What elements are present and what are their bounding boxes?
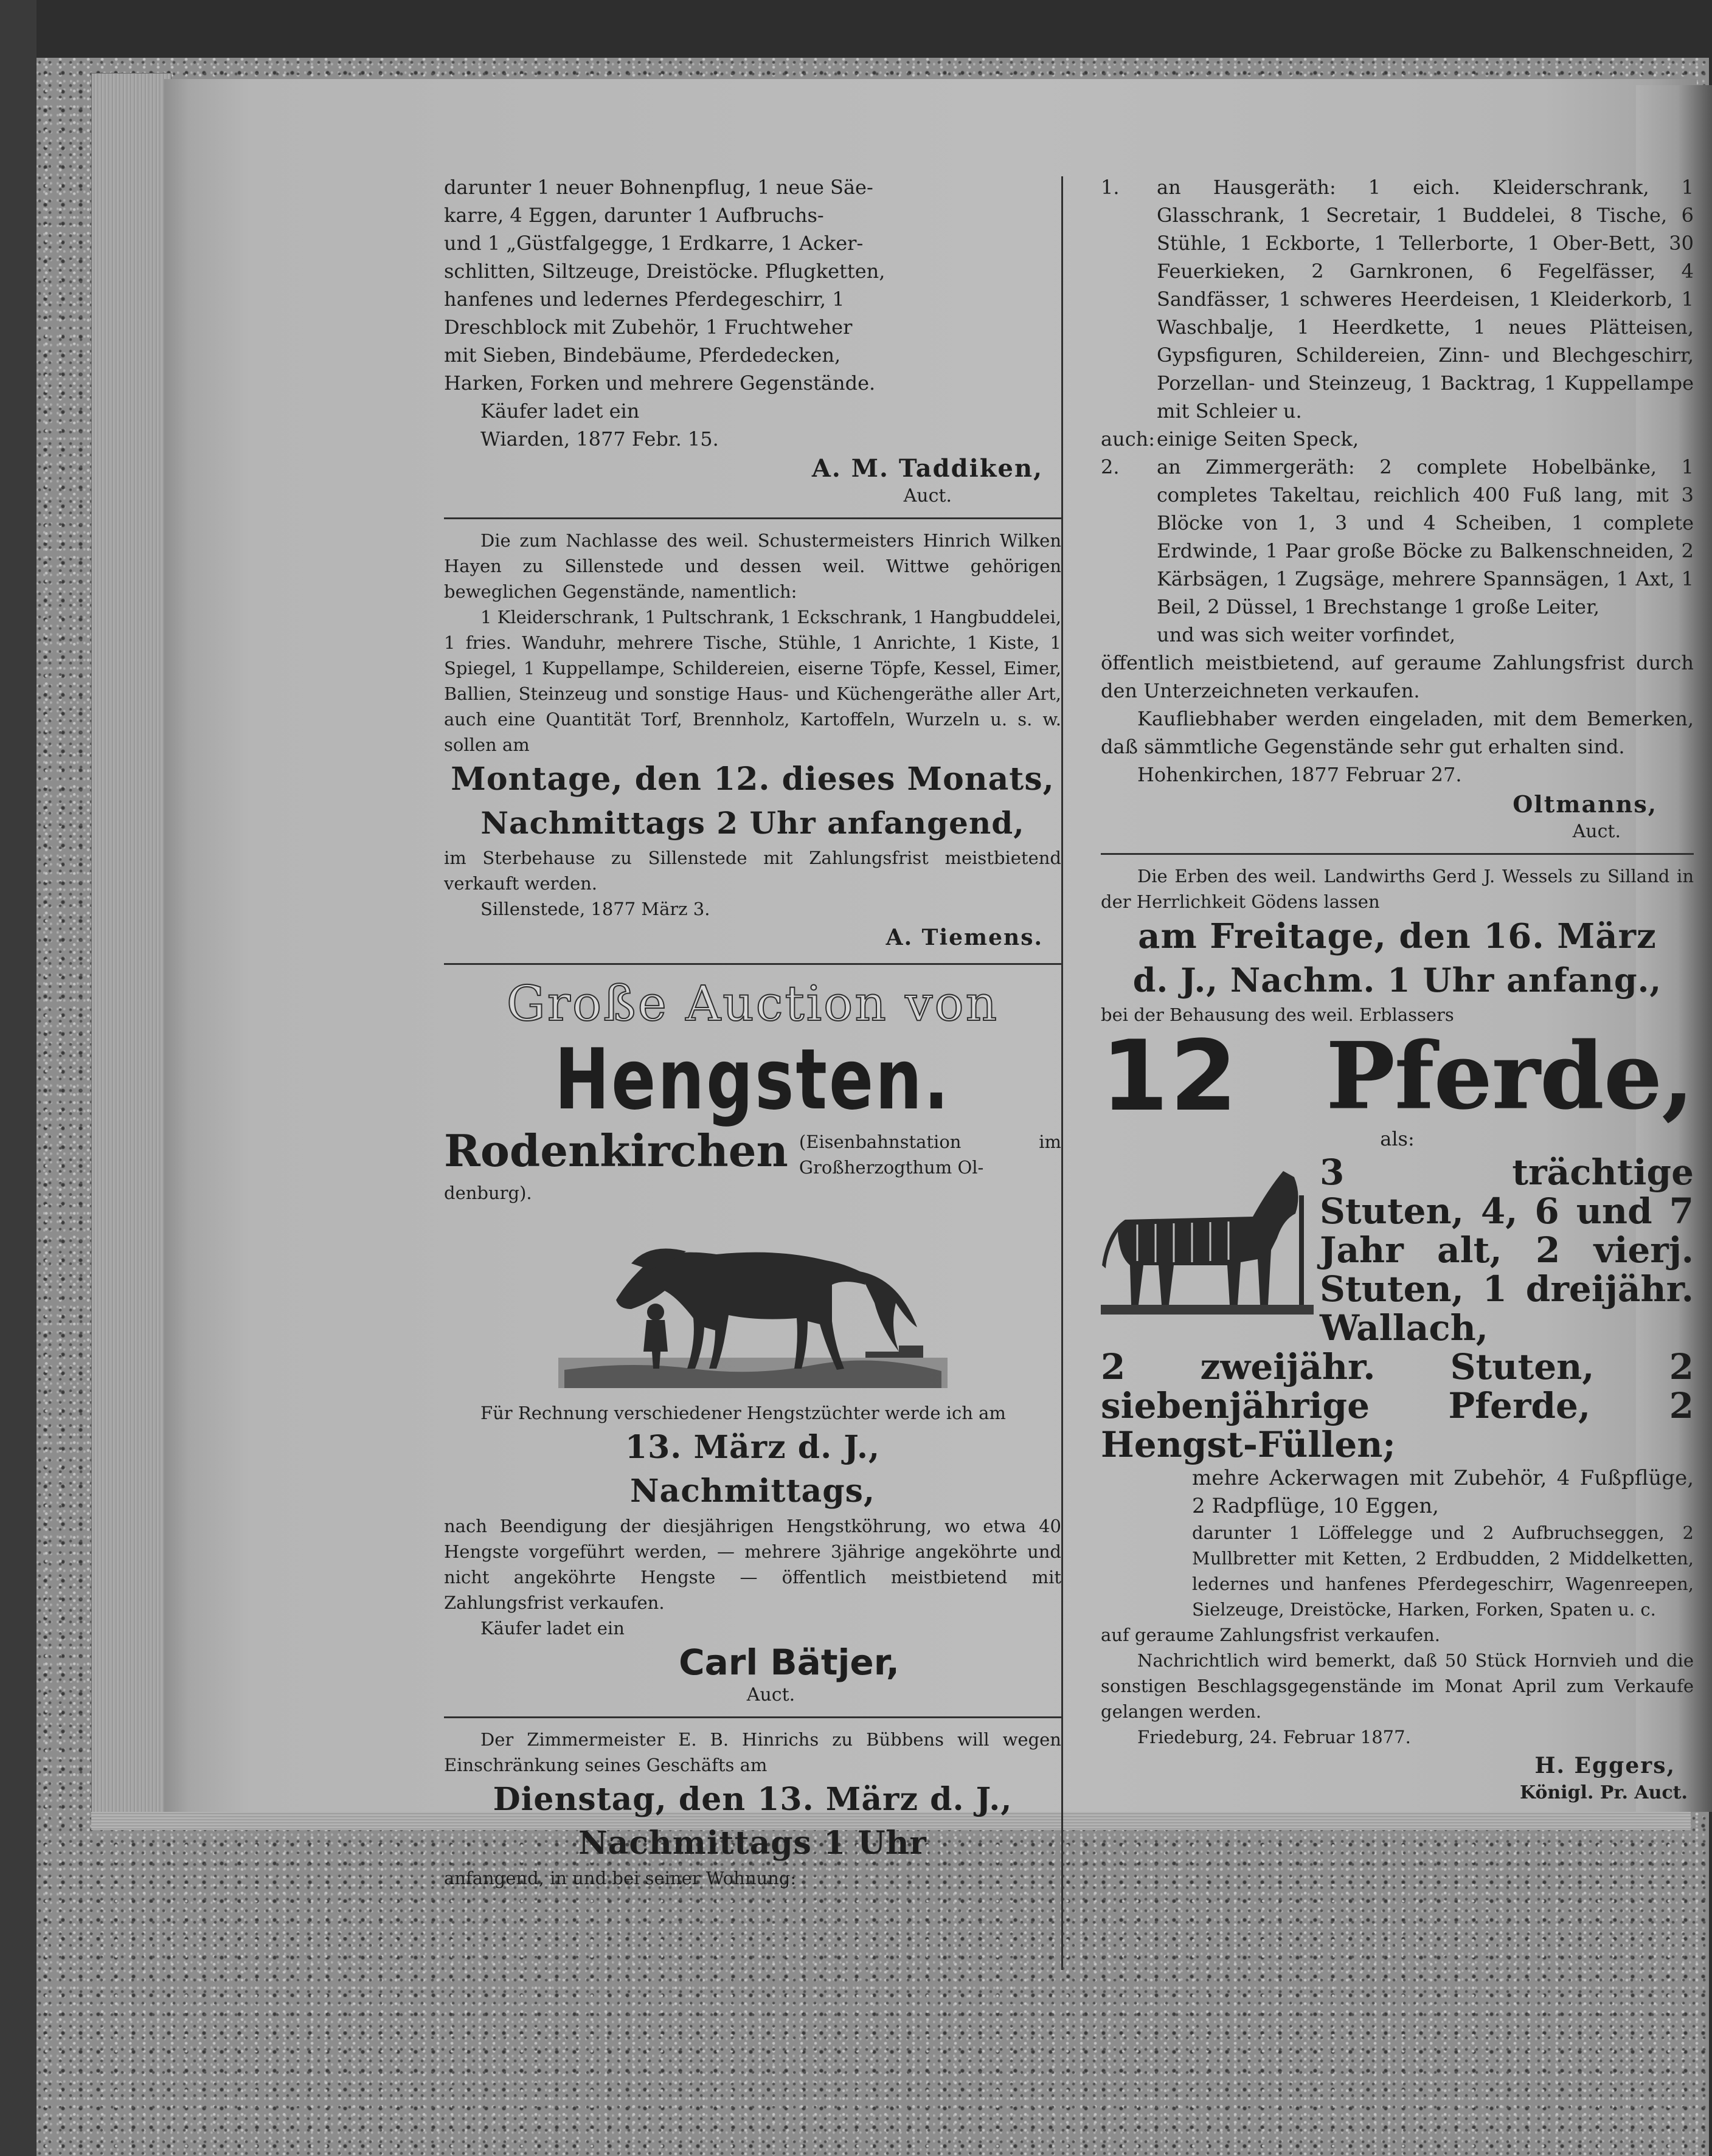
ad4-date1: Dienstag, den 13. März d. J., [493, 1781, 1013, 1818]
ad3-place-note: (Eisenbahnstation im Großherzogthum Ol- [799, 1132, 1061, 1178]
ad1-invite: Käufer ladet ein [480, 399, 640, 423]
ad3-role: Auct. [746, 1684, 795, 1705]
ad1-place-date: Wiarden, 1877 Febr. 15. [480, 427, 719, 451]
right-column [1101, 173, 1694, 1805]
ad6-place: bei der Behausung des weil. Erblassers [1101, 1004, 1454, 1025]
ad3-title-top: Große Auction von [506, 975, 999, 1032]
ad2-items: 1 Kleiderschrank, 1 Pultschrank, 1 Eckschrank, 1 Hangbuddelei, 1 fries. Wanduhr, mehrere Tische, Stühle, 1 Anrichte, 1 Kiste, 1 Spiegel, 1 Kuppellampe, Schildereien, eiserne Töpfe, Kessel, Eimer, Ballien, Steinzeug und sonstige Haus- und Küchengeräthe aller Art, auch eine Quantität Torf, Brennholz, Kartoffeln, Wurzeln u. s. w. sollen am [444, 607, 1061, 755]
ad2-signature: A. Tiemens. [885, 925, 1043, 950]
column-divider [1061, 176, 1063, 1970]
ad1-line: hanfenes und ledernes Pferdegeschirr, 1 [444, 288, 845, 311]
ad-separator [444, 1716, 1061, 1718]
ad4-date2: Nachmittags 1 Uhr [578, 1825, 927, 1862]
ad6-body: Die Erben des weil. Landwirths Gerd J. Wessels zu Silland in der Herrlichkeit Gödens lassen [1101, 866, 1694, 912]
ad6-list-sm: darunter 1 Löffelegge und 2 Aufbruchseggen, 2 Mullbretter mit Ketten, 2 Erdbudden, 2 Middelketten, ledernes und hanfenes Pferdegeschirr, Wagenreepen, Sielzeuge, Dreistöcke, Harken, Forken, Spaten u. c. [1192, 1522, 1694, 1620]
ad1-line: mit Sieben, Bindebäume, Pferdedecken, [444, 344, 841, 367]
ad1-line: Harken, Forken und mehrere Gegenstände. [444, 371, 876, 395]
ad1-line: und 1 „Güstfalgegge, 1 Erdkarre, 1 Acker- [444, 232, 864, 255]
ad-hengsten [444, 973, 1061, 1707]
ad6-date1: am Freitage, den 16. März [1138, 916, 1657, 956]
ad2-place-date: Sillenstede, 1877 März 3. [480, 899, 710, 919]
ad5-signature: Oltmanns, [1513, 790, 1657, 818]
ad3-place-cont: denburg). [444, 1183, 532, 1203]
ad1-signature: A. M. Taddiken, [811, 454, 1043, 483]
ad1-line: Dreschblock mit Zubehör, 1 Fruchtweher [444, 316, 853, 339]
item-number: auch: [1101, 427, 1155, 451]
ad3-date2: Nachmittags, [630, 1473, 875, 1510]
ad3-place: Rodenkirchen [444, 1125, 788, 1176]
ad5-place-date: Hohenkirchen, 1877 Februar 27. [1137, 763, 1462, 786]
ad5-body: öffentlich meistbietend, auf geraume Zahlungsfrist durch den Unterzeichneten verkaufen. [1101, 651, 1694, 702]
ad1-line: darunter 1 neuer Bohnenpflug, 1 neue Säe- [444, 176, 873, 199]
ad2-date2: Nachmittags 2 Uhr anfangend, [480, 805, 1025, 841]
ad3-invite: Käufer ladet ein [480, 1618, 625, 1639]
ad-taddiken [444, 173, 1061, 508]
ad6-als: als: [1380, 1127, 1415, 1150]
ad1-line: schlitten, Siltzeuge, Dreistöcke. Pflugketten, [444, 260, 885, 283]
ad6-headline [1101, 1019, 1694, 1133]
ad-separator [444, 963, 1061, 965]
item-tail: und was sich weiter vorfindet, [1157, 623, 1456, 646]
ad-separator [1101, 853, 1694, 855]
left-column [444, 173, 1061, 1891]
ad6-role: Königl. Pr. Auct. [1519, 1782, 1688, 1803]
ad6-place-date: Friedeburg, 24. Februar 1877. [1137, 1727, 1411, 1747]
item-number: 1. [1101, 176, 1120, 199]
item-body: an Zimmergeräth: 2 complete Hobelbänke, 1 completes Takeltau, reichlich 400 Fuß lang, mit 3 Blöcke von 1, 3 und 4 Scheiben, 1 complete Erdwinde, 1 Paar große Böcke zu Balkenschneiden, 2 Kärbsägen, 1 Zugsäge, mehrere Spannsägen, 1 Axt, 1 Beil, 2 Düssel, 1 Brechstange 1 große Leiter, [1157, 455, 1694, 618]
ad-eggers [1101, 863, 1694, 1805]
ad3-date1: 13. März d. J., [625, 1429, 881, 1466]
ad6-count: 12 [1101, 1019, 1239, 1133]
ad3-place-row [444, 1125, 1061, 1180]
ad-hinrichs [444, 1727, 1061, 1891]
page-edges [91, 73, 172, 1819]
ad3-body1: Für Rechnung verschiedener Hengstzüchter werde ich am [480, 1403, 1006, 1423]
ad6-big1: 3 trächtige Stuten, 4, 6 und 7 Jahr alt, 2 vierj. Stuten, 1 dreijähr. Wallach, [1320, 1152, 1694, 1349]
ad6-horse-row [1101, 1153, 1694, 1347]
ad3-signature: Carl Bätjer, [679, 1642, 899, 1683]
ad-separator [444, 517, 1061, 519]
ad4-tail: anfangend, in und bei seiner Wohnung: [444, 1868, 797, 1888]
ad6-signature: H. Eggers, [1534, 1753, 1676, 1778]
item-number: 2. [1101, 455, 1120, 479]
ad2-date1: Montage, den 12. dieses Monats, [451, 761, 1055, 798]
ad6-date2: d. J., Nachm. 1 Uhr anfang., [1132, 961, 1662, 1000]
item-row [1101, 173, 1694, 425]
ad3-body2: nach Beendigung der diesjährigen Hengstköhrung, wo etwa 40 Hengste vorgeführt werden, — mehrere 3jährige angeköhrte und nicht angeköhrte Hengste — öffentlich meistbietend mit Zahlungsfrist verkaufen. [444, 1516, 1061, 1613]
ad5-role: Auct. [1572, 821, 1621, 842]
ad-oltmanns [1101, 173, 1694, 843]
scan-border [0, 0, 36, 2156]
ad1-role: Auct. [903, 485, 952, 506]
ad1-line: karre, 4 Eggen, darunter 1 Aufbruchs- [444, 204, 824, 227]
ad6-list: mehre Ackerwagen mit Zubehör, 4 Fußpflüge, 2 Radpflüge, 10 Eggen, [1192, 1466, 1694, 1518]
item-row [1101, 453, 1694, 621]
ad6-word: Pferde, [1326, 1023, 1694, 1130]
ad-tiemens [444, 528, 1061, 953]
item-row [1101, 425, 1694, 453]
ad6-note: Nachrichtlich wird bemerkt, daß 50 Stück Hornvieh und die sonstigen Beschlagsgegenstände im Monat April zum Verkaufe gelangen werden. [1101, 1650, 1694, 1722]
ad5-note: Kaufliebhaber werden eingeladen, mit dem Bemerken, daß sämmtliche Gegenstände sehr gut erhalten sind. [1101, 707, 1694, 758]
blanketed-horse-illustration [1101, 1153, 1314, 1335]
ad6-body2: auf geraume Zahlungsfrist verkaufen. [1101, 1625, 1440, 1645]
ad2-tail: im Sterbehause zu Sillenstede mit Zahlungsfrist meistbietend verkauft werden. [444, 848, 1061, 894]
ad3-title-main: Hengsten. [555, 1031, 951, 1128]
ad6-big2: 2 zweijähr. Stuten, 2 siebenjährige Pferde, 2 Hengst-Füllen; [1101, 1346, 1694, 1465]
ad2-body: Die zum Nachlasse des weil. Schustermeisters Hinrich Wilken Hayen zu Sillenstede und dessen weil. Wittwe gehörigen beweglichen Gegenstände, namentlich: [444, 530, 1061, 602]
ad4-body: Der Zimmermeister E. B. Hinrichs zu Bübbens will wegen Einschränkung seines Geschäfts am [444, 1729, 1061, 1775]
item-body: einige Seiten Speck, [1157, 427, 1359, 451]
item-body: an Hausgeräth: 1 eich. Kleiderschrank, 1 Glasschrank, 1 Secretair, 1 Buddelei, 8 Tische, 6 Stühle, 1 Eckborte, 1 Tellerborte, 1 Ober-Bett, 30 Feuerkieken, 2 Garnkronen, 6 Fegelfässer, 4 Sandfässer, 1 schweres Heerdeisen, 1 Kleiderkorb, 1 Waschbalje, 1 Heerdkette, 1 neues Plätteisen, Gypsfiguren, Schildereien, Zinn- und Blechgeschirr, Porzellan- und Steinzeug, 1 Backtrag, 1 Kuppellampe mit Schleier u. [1157, 176, 1694, 423]
horse-handler-illustration [558, 1206, 948, 1400]
